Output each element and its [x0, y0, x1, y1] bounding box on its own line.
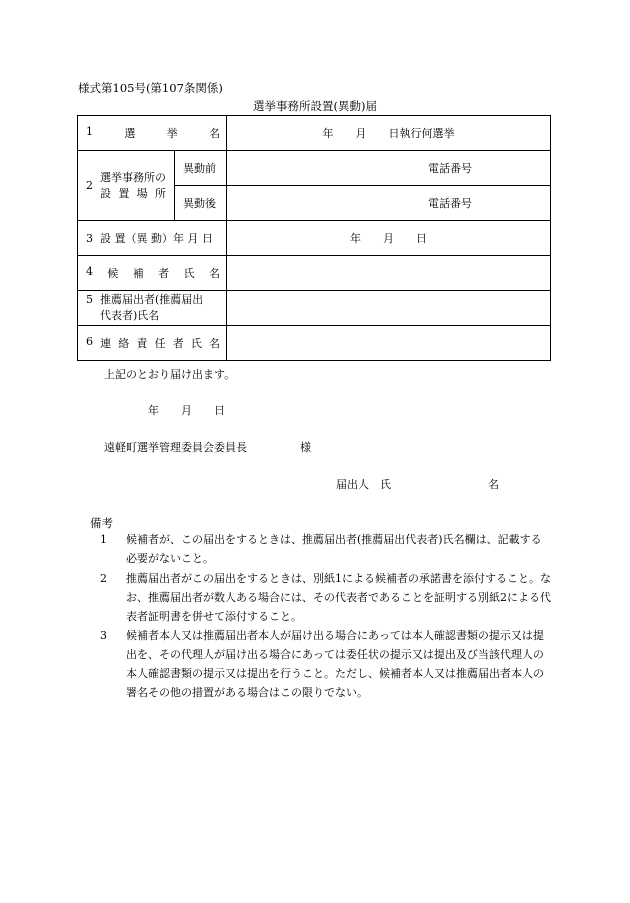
value-establish-date[interactable]: 年 月 日 — [227, 221, 551, 256]
application-form-table — [77, 115, 551, 361]
value-contact-person[interactable] — [227, 326, 551, 361]
note-item-2: 2 推薦届出者がこの届出をするときは、別紙1による候補者の承諾書を添付すること。なお、推薦届出者が数人ある場合には、その代表者であることを証明する別紙2による代表者証明書を併せて添付すること。 — [100, 572, 551, 623]
row-candidate-name — [78, 256, 551, 291]
honorific: 様 — [300, 441, 311, 454]
label-election-name: 1 選 挙 名 — [78, 116, 227, 151]
row-election-name — [78, 116, 551, 151]
value-recommender-name[interactable] — [227, 291, 551, 326]
phone-before-change[interactable]: 電話番号 — [227, 151, 551, 186]
value-candidate-name[interactable] — [227, 256, 551, 291]
label-before-change: 異動前 — [175, 151, 227, 186]
label-after-change: 異動後 — [175, 186, 227, 221]
notes-title: 備考 — [90, 516, 113, 530]
label-establish-date: 3 設 置（異 動）年 月 日 — [78, 221, 227, 256]
label-candidate-name: 4 候 補 者 氏 名 — [78, 256, 227, 291]
label-recommender-name: 5 推薦届出者(推薦届出 代表者)氏名 — [78, 291, 227, 326]
phone-after-change[interactable]: 電話番号 — [227, 186, 551, 221]
submission-date[interactable]: 年 月 日 — [148, 404, 225, 417]
document-title: 選挙事務所設置(異動)届 — [253, 99, 377, 113]
value-election-name[interactable]: 年 月 日執行何選挙 — [227, 116, 551, 151]
note-item-3: 3 候補者本人又は推薦届出者本人が届け出る場合にあっては本人確認書類の提示又は提出を、その代理人が届け出る場合にあっては委任状の提示又は提出及び当該代理人の本人確認書類の提示又は提出を行うこと。ただし、候補者本人又は推薦届出者本人の署名その他の措置がある場合はこの限りでない。 — [100, 629, 544, 699]
statement-text: 上記のとおり届け出ます。 — [104, 368, 236, 381]
row-office-location-before — [78, 151, 551, 186]
label-office-location: 2 選挙事務所の 設 置 場 所 — [78, 151, 175, 221]
row-establish-date — [78, 221, 551, 256]
form-number: 様式第105号(第107条関係) — [78, 81, 223, 95]
addressee: 遠軽町選挙管理委員会委員長 — [104, 441, 247, 454]
row-recommender-name — [78, 291, 551, 326]
note-item-1: 1 候補者が、この届出をするときは、推薦届出者(推薦届出代表者)氏名欄は、記載する必要がないこと。 — [100, 533, 542, 565]
label-contact-person: 6 連 絡 責 任 者 氏 名 — [78, 326, 227, 361]
applicant-name-label: 名 — [488, 478, 499, 491]
applicant-label: 届出人 氏 — [336, 478, 391, 491]
row-contact-person — [78, 326, 551, 361]
